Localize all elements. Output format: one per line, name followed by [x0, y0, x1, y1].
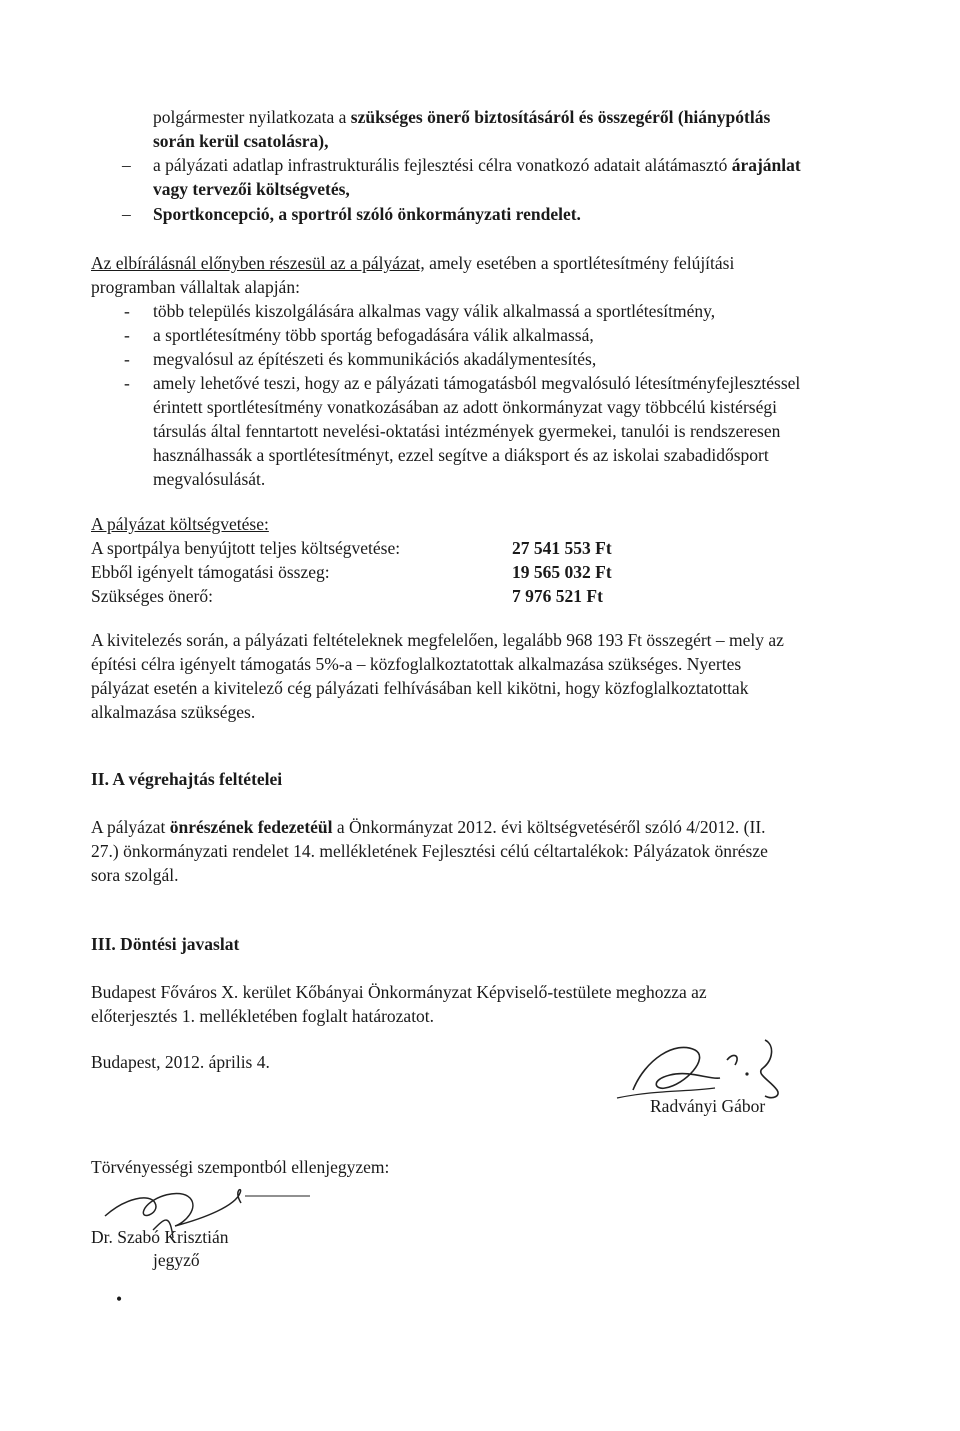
bullet-dash: - — [124, 301, 130, 321]
section-3-heading: III. Döntési javaslat — [91, 934, 240, 954]
priority-item: a sportlétesítmény több sportág befogadására válik alkalmassá, — [153, 325, 594, 345]
signature-radvanyi — [615, 1030, 785, 1100]
priority-item-cont: megvalósulását. — [153, 469, 266, 489]
section-2-line-3: sora szolgál. — [91, 865, 179, 885]
signatory-name: Radványi Gábor — [650, 1096, 766, 1116]
budget-label: Szükséges önerő: — [91, 586, 213, 606]
intro-bullet-2-cont: vagy tervezői költségvetés, — [153, 179, 350, 199]
execution-line: A kivitelezés során, a pályázati feltételeknek megfelelően, legalább 968 193 Ft összegért – mely az — [91, 630, 784, 650]
bullet-dash: – — [122, 204, 131, 224]
intro-line-1: polgármester nyilatkozata a szükséges önerő biztosításáról és összegéről (hiánypótlás — [153, 107, 771, 127]
legality-note: Törvényességi szempontból ellenjegyzem: — [91, 1157, 390, 1177]
intro-bullet-2: a pályázati adatlap infrastrukturális fejlesztési célra vonatkozó adatait alátámasztó árajánlat — [153, 155, 801, 175]
priority-item: amely lehetővé teszi, hogy az e pályázati támogatásból megvalósuló létesítményfejlesztéssel — [153, 373, 801, 393]
section-3-line-2: előterjesztés 1. mellékletében foglalt határozatot. — [91, 1006, 435, 1026]
bullet-dash: - — [124, 349, 130, 369]
section-3-line-1: Budapest Főváros X. kerület Kőbányai Önkormányzat Képviselő-testülete meghozza az — [91, 982, 707, 1002]
budget-value: 7 976 521 Ft — [512, 586, 603, 606]
notary-name: Dr. Szabó Krisztián — [91, 1227, 229, 1247]
budget-title: A pályázat költségvetése: — [91, 514, 269, 534]
priority-item: több település kiszolgálására alkalmas vagy válik alkalmassá a sportlétesítmény, — [153, 301, 716, 321]
stray-dot: • — [116, 1289, 123, 1309]
budget-value: 27 541 553 Ft — [512, 538, 612, 558]
notary-title: jegyző — [153, 1250, 200, 1270]
bullet-dash: - — [124, 325, 130, 345]
budget-value: 19 565 032 Ft — [512, 562, 612, 582]
budget-label: A sportpálya benyújtott teljes költségvetése: — [91, 538, 401, 558]
bullet-dash: – — [122, 155, 131, 175]
intro-line-2: során kerül csatolásra), — [153, 131, 329, 151]
place-date: Budapest, 2012. április 4. — [91, 1052, 270, 1072]
section-2-line-1: A pályázat önrészének fedezetéül a Önkormányzat 2012. évi költségvetéséről szóló 4/2012. (II. — [91, 817, 766, 837]
priority-item-cont: használhassák a sportlétesítményt, ezzel segítve a diáksport és az iskolai szabadidősport — [153, 445, 769, 465]
execution-line: építési célra igényelt támogatás 5%-a – közfoglalkoztatottak alkalmazása szükséges. Nyertes — [91, 654, 742, 674]
intro-bullet-3: Sportkoncepció, a sportról szóló önkormányzati rendelet. — [153, 204, 581, 224]
priority-lead: Az elbírálásnál előnyben részesül az a pályázat, amely esetében a sportlétesítmény felújítási — [91, 253, 735, 273]
execution-line: pályázat esetén a kivitelező cég pályázati felhívásában kell kikötni, hogy közfoglalkoztatottak — [91, 678, 749, 698]
section-2-heading: II. A végrehajtás feltételei — [91, 769, 283, 789]
priority-item-cont: érintett sportlétesítmény vonatkozásában az adott önkormányzat vagy többcélú kistérségi — [153, 397, 777, 417]
execution-line: alkalmazása szükséges. — [91, 702, 256, 722]
section-2-line-2: 27.) önkormányzati rendelet 14. mellékletének Fejlesztési célú céltartalékok: Pályázatok önrésze — [91, 841, 768, 861]
budget-label: Ebből igényelt támogatási összeg: — [91, 562, 330, 582]
priority-item-cont: társulás által fenntartott nevelési-oktatási intézmények gyermekei, tanulói is rendszeresen — [153, 421, 781, 441]
priority-line-2: programban vállaltak alapján: — [91, 277, 300, 297]
priority-item: megvalósul az építészeti és kommunikációs akadálymentesítés, — [153, 349, 597, 369]
bullet-dash: - — [124, 373, 130, 393]
